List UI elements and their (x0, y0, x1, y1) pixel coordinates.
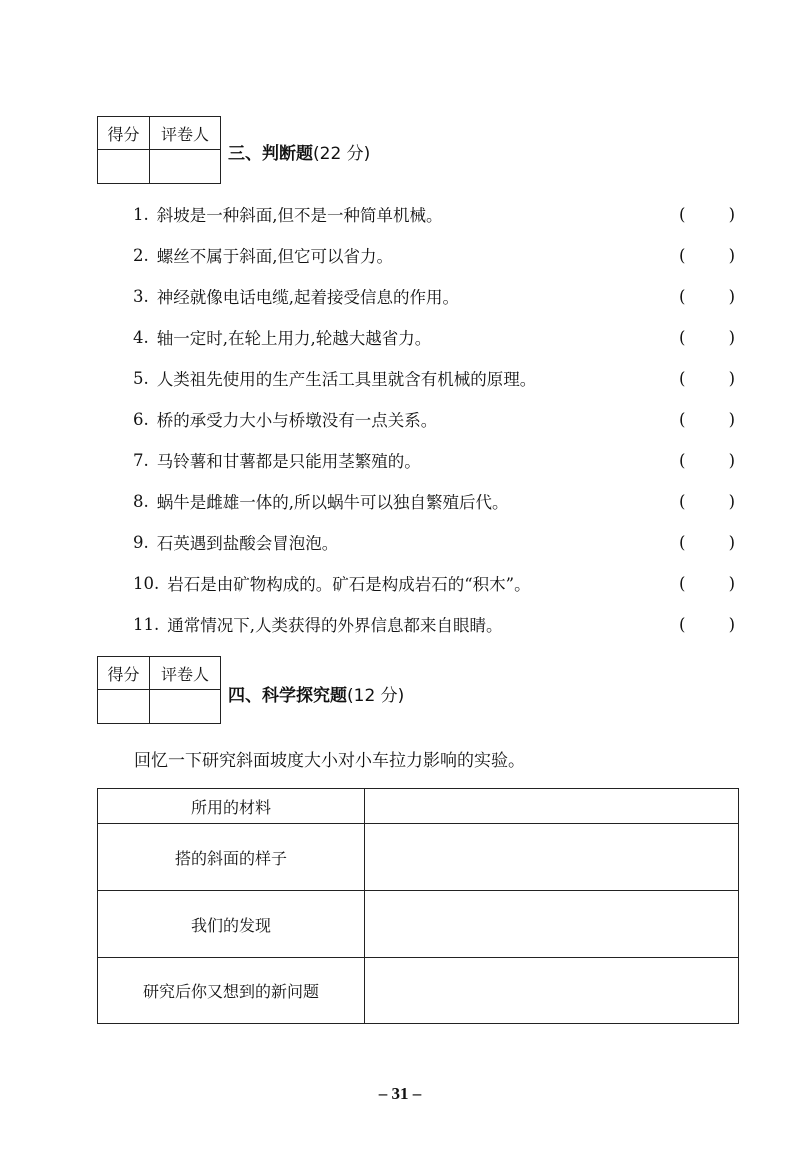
question-text: 斜坡是一种斜面,但不是一种简单机械。 (156, 206, 443, 225)
close-paren: ) (728, 286, 735, 306)
table-row-label: 我们的发现 (98, 891, 365, 958)
question-item (133, 609, 735, 639)
answer-blank[interactable] (679, 568, 735, 598)
section3-title (228, 139, 370, 164)
answer-blank[interactable] (679, 445, 735, 475)
close-paren: ) (728, 368, 735, 388)
answer-blank[interactable] (679, 486, 735, 516)
close-paren: ) (728, 532, 735, 552)
answer-cell-findings[interactable] (365, 891, 739, 958)
answer-blank[interactable] (679, 240, 735, 270)
page-number: – 31 – (378, 1084, 422, 1103)
question-text: 人类祖先使用的生产生活工具里就含有机械的原理。 (156, 370, 537, 389)
question-number: 3. (133, 286, 149, 306)
open-paren: ( (679, 450, 686, 470)
question-number: 8. (133, 491, 149, 511)
close-paren: ) (728, 327, 735, 347)
question-text: 轴一定时,在轮上用力,轮越大越省力。 (156, 329, 432, 348)
grader-header-label: 评卷人 (150, 657, 220, 690)
table-row (98, 824, 739, 891)
close-paren: ) (728, 614, 735, 634)
question-number: 2. (133, 245, 149, 265)
close-paren: ) (728, 245, 735, 265)
grader-cell[interactable] (150, 150, 220, 183)
question-item (133, 527, 735, 557)
question-text: 通常情况下,人类获得的外界信息都来自眼睛。 (167, 616, 503, 635)
open-paren: ( (679, 491, 686, 511)
grader-cell[interactable] (150, 690, 220, 723)
score-box-section4 (97, 656, 221, 724)
open-paren: ( (679, 204, 686, 224)
section4-points: (12 分) (347, 686, 405, 706)
question-item (133, 445, 735, 475)
section4-title-text: 四、科学探究题 (228, 686, 347, 706)
question-text: 蜗牛是雌雄一体的,所以蜗牛可以独自繁殖后代。 (156, 493, 509, 512)
question-item (133, 363, 735, 393)
open-paren: ( (679, 573, 686, 593)
close-paren: ) (728, 491, 735, 511)
question-item (133, 281, 735, 311)
table-row-label: 所用的材料 (98, 789, 365, 824)
score-header-label: 得分 (98, 117, 150, 150)
question-text: 神经就像电话电缆,起着接受信息的作用。 (156, 288, 459, 307)
close-paren: ) (728, 450, 735, 470)
table-row-label: 搭的斜面的样子 (98, 824, 365, 891)
open-paren: ( (679, 327, 686, 347)
question-number: 7. (133, 450, 149, 470)
question-text: 螺丝不属于斜面,但它可以省力。 (156, 247, 393, 266)
question-number: 4. (133, 327, 149, 347)
question-number: 6. (133, 409, 149, 429)
question-number: 1. (133, 204, 149, 224)
table-row (98, 958, 739, 1024)
score-box-section3 (97, 116, 221, 184)
question-item (133, 404, 735, 434)
question-text: 岩石是由矿物构成的。矿石是构成岩石的“积木”。 (167, 575, 531, 594)
question-text: 马铃薯和甘薯都是只能用茎繁殖的。 (156, 452, 421, 471)
open-paren: ( (679, 368, 686, 388)
question-item (133, 486, 735, 516)
open-paren: ( (679, 245, 686, 265)
score-header-label: 得分 (98, 657, 150, 690)
answer-blank[interactable] (679, 363, 735, 393)
section3-title-text: 三、判断题 (228, 144, 313, 164)
answer-cell-materials[interactable] (365, 789, 739, 824)
question-number: 9. (133, 532, 149, 552)
open-paren: ( (679, 532, 686, 552)
section4-intro: 回忆一下研究斜面坡度大小对小车拉力影响的实验。 (134, 751, 525, 771)
close-paren: ) (728, 573, 735, 593)
answer-blank[interactable] (679, 609, 735, 639)
question-item (133, 199, 735, 229)
table-row (98, 789, 739, 824)
table-row-label: 研究后你又想到的新问题 (98, 958, 365, 1024)
question-number: 10. (133, 573, 160, 593)
score-cell[interactable] (98, 690, 150, 723)
inquiry-table (97, 788, 739, 1024)
section3-points: (22 分) (313, 144, 371, 164)
answer-blank[interactable] (679, 322, 735, 352)
question-number: 5. (133, 368, 149, 388)
close-paren: ) (728, 204, 735, 224)
question-item (133, 322, 735, 352)
close-paren: ) (728, 409, 735, 429)
open-paren: ( (679, 409, 686, 429)
answer-blank[interactable] (679, 281, 735, 311)
question-text: 桥的承受力大小与桥墩没有一点关系。 (156, 411, 438, 430)
question-text: 石英遇到盐酸会冒泡泡。 (156, 534, 339, 553)
answer-blank[interactable] (679, 199, 735, 229)
section4-title (228, 681, 404, 706)
answer-cell-slope-shape[interactable] (365, 824, 739, 891)
open-paren: ( (679, 286, 686, 306)
open-paren: ( (679, 614, 686, 634)
question-number: 11. (133, 614, 160, 634)
score-cell[interactable] (98, 150, 150, 183)
answer-blank[interactable] (679, 527, 735, 557)
grader-header-label: 评卷人 (150, 117, 220, 150)
answer-cell-new-questions[interactable] (365, 958, 739, 1024)
question-item (133, 240, 735, 270)
question-item (133, 568, 735, 598)
table-row (98, 891, 739, 958)
answer-blank[interactable] (679, 404, 735, 434)
